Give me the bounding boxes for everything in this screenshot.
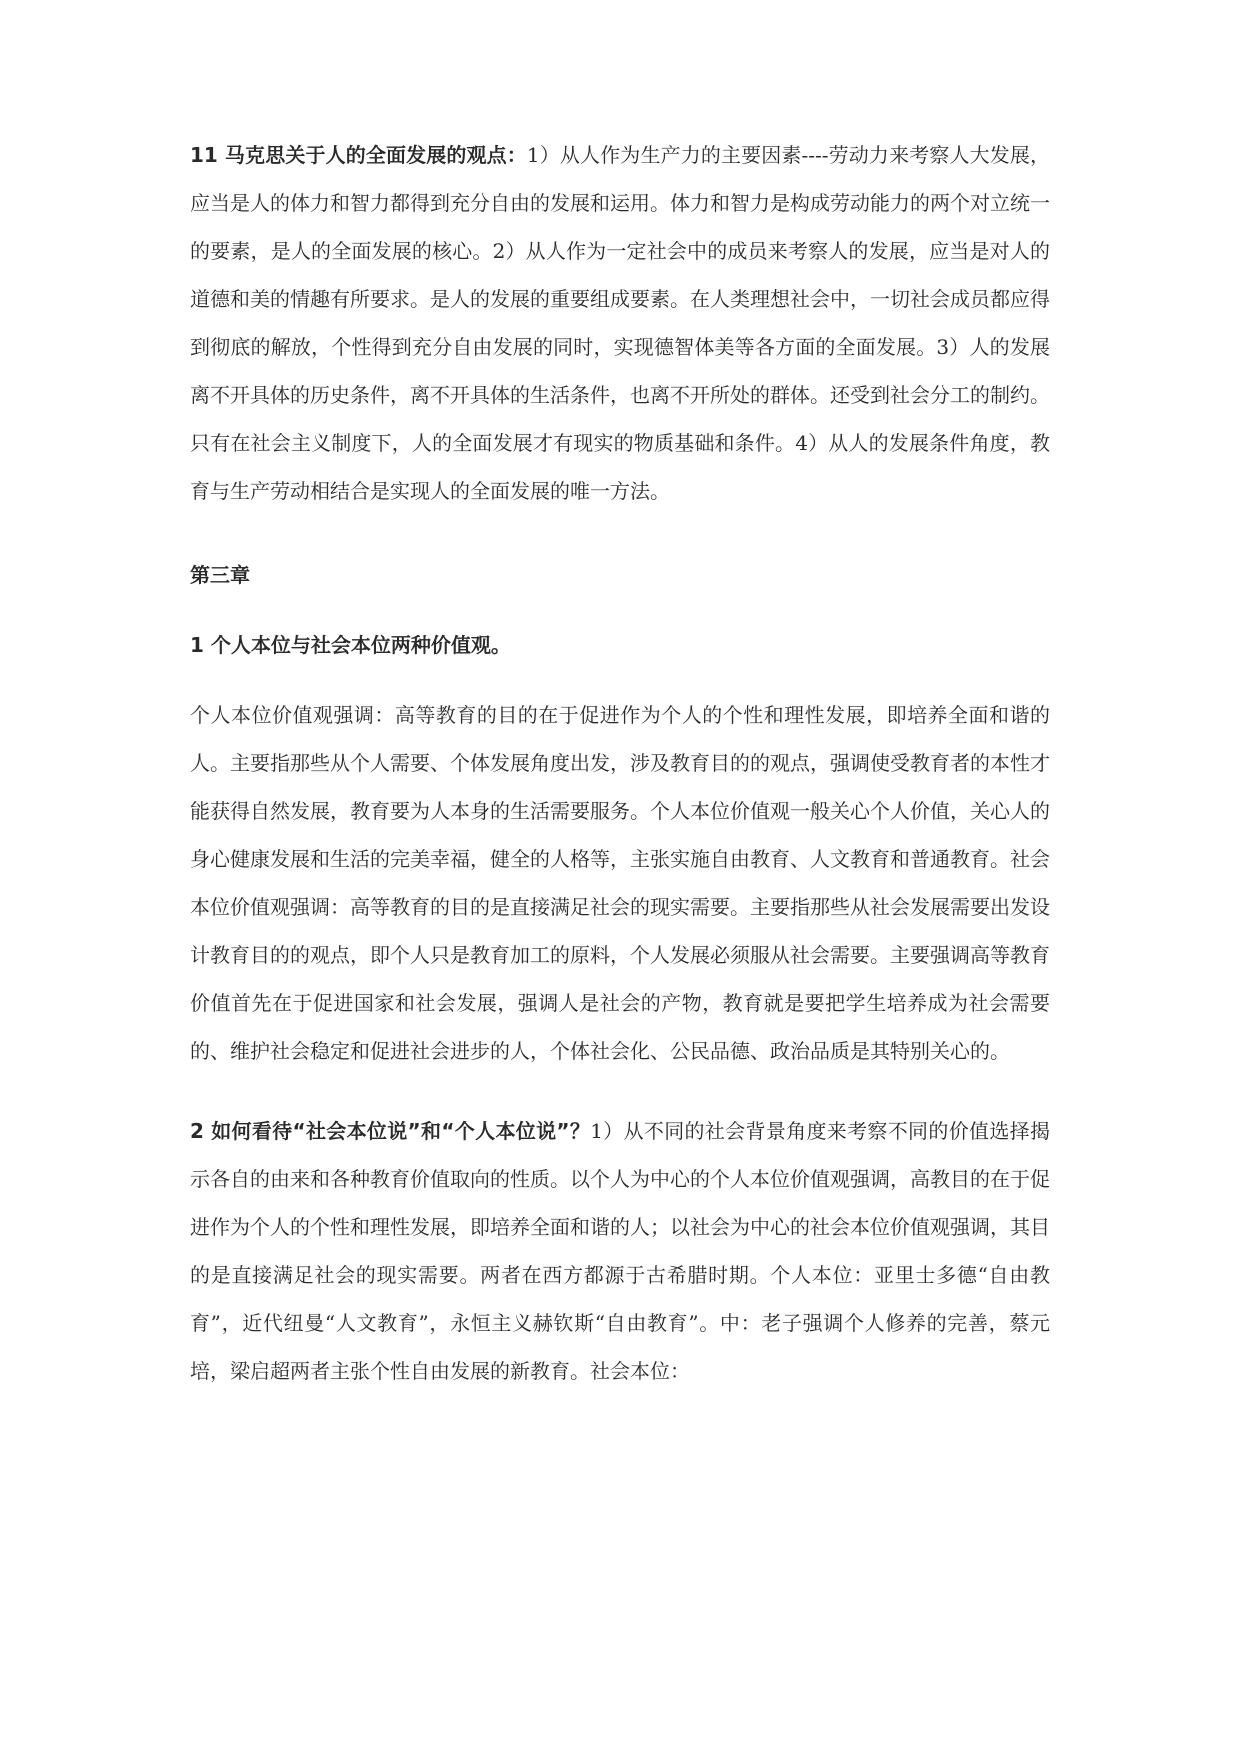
section-1-heading: 1 个人本位与社会本位两种价值观。	[190, 633, 511, 657]
section-2-heading: 2 如何看待“社会本位说”和“个人本位说”？	[190, 1119, 591, 1143]
section-11-paragraph	[190, 131, 1050, 515]
section-11-body: 1）从人作为生产力的主要因素----劳动力来考察人大发展，应当是人的体力和智力都得到充分自由的发展和运用。体力和智力是构成劳动能力的两个对立统一的要素，是人的全面发展的核心。2）从人作为一定社会中的成员来考察人的发展，应当是对人的道德和美的情趣有所要求。是人的发展的重要组成要素。在人类理想社会中，一切社会成员都应得到彻底的解放，个性得到充分自由发展的同时，实现德智体美等各方面的全面发展。3）人的发展离不开具体的历史条件，离不开具体的生活条件，也离不开所处的群体。还受到社会分工的制约。只有在社会主义制度下，人的全面发展才有现实的物质基础和条件。4）从人的发展条件角度，教育与生产劳动相结合是实现人的全面发展的唯一方法。	[190, 143, 1050, 503]
chapter-title: 第三章	[190, 563, 250, 587]
section-11-heading: 11 马克思关于人的全面发展的观点：	[190, 143, 527, 167]
section-2-body: 1）从不同的社会背景角度来考察不同的价值选择揭示各自的由来和各种教育价值取向的性质。以个人为中心的个人本位价值观强调，高教目的在于促进作为个人的个性和理性发展，即培养全面和谐的人；以社会为中心的社会本位价值观强调，其目的是直接满足社会的现实需要。两者在西方都源于古希腊时期。个人本位：亚里士多德“自由教育”，近代纽曼“人文教育”，永恒主义赫钦斯“自由教育”。中：老子强调个人修养的完善，蔡元培，梁启超两者主张个性自由发展的新教育。社会本位：	[190, 1119, 1050, 1383]
section-2-paragraph	[190, 1107, 1050, 1395]
section-1-body: 个人本位价值观强调：高等教育的目的在于促进作为个人的个性和理性发展，即培养全面和谐的人。主要指那些从个人需要、个体发展角度出发，涉及教育目的的观点，强调使受教育者的本性才能获得自然发展，教育要为人本身的生活需要服务。个人本位价值观一般关心个人价值，关心人的身心健康发展和生活的完美幸福，健全的人格等，主张实施自由教育、人文教育和普通教育。社会本位价值观强调：高等教育的目的是直接满足社会的现实需要。主要指那些从社会发展需要出发设计教育目的的观点，即个人只是教育加工的原料，个人发展必须服从社会需要。主要强调高等教育价值首先在于促进国家和社会发展，强调人是社会的产物，教育就是要把学生培养成为社会需要的、维护社会稳定和促进社会进步的人，个体社会化、公民品德、政治品质是其特别关心的。	[190, 703, 1050, 1063]
